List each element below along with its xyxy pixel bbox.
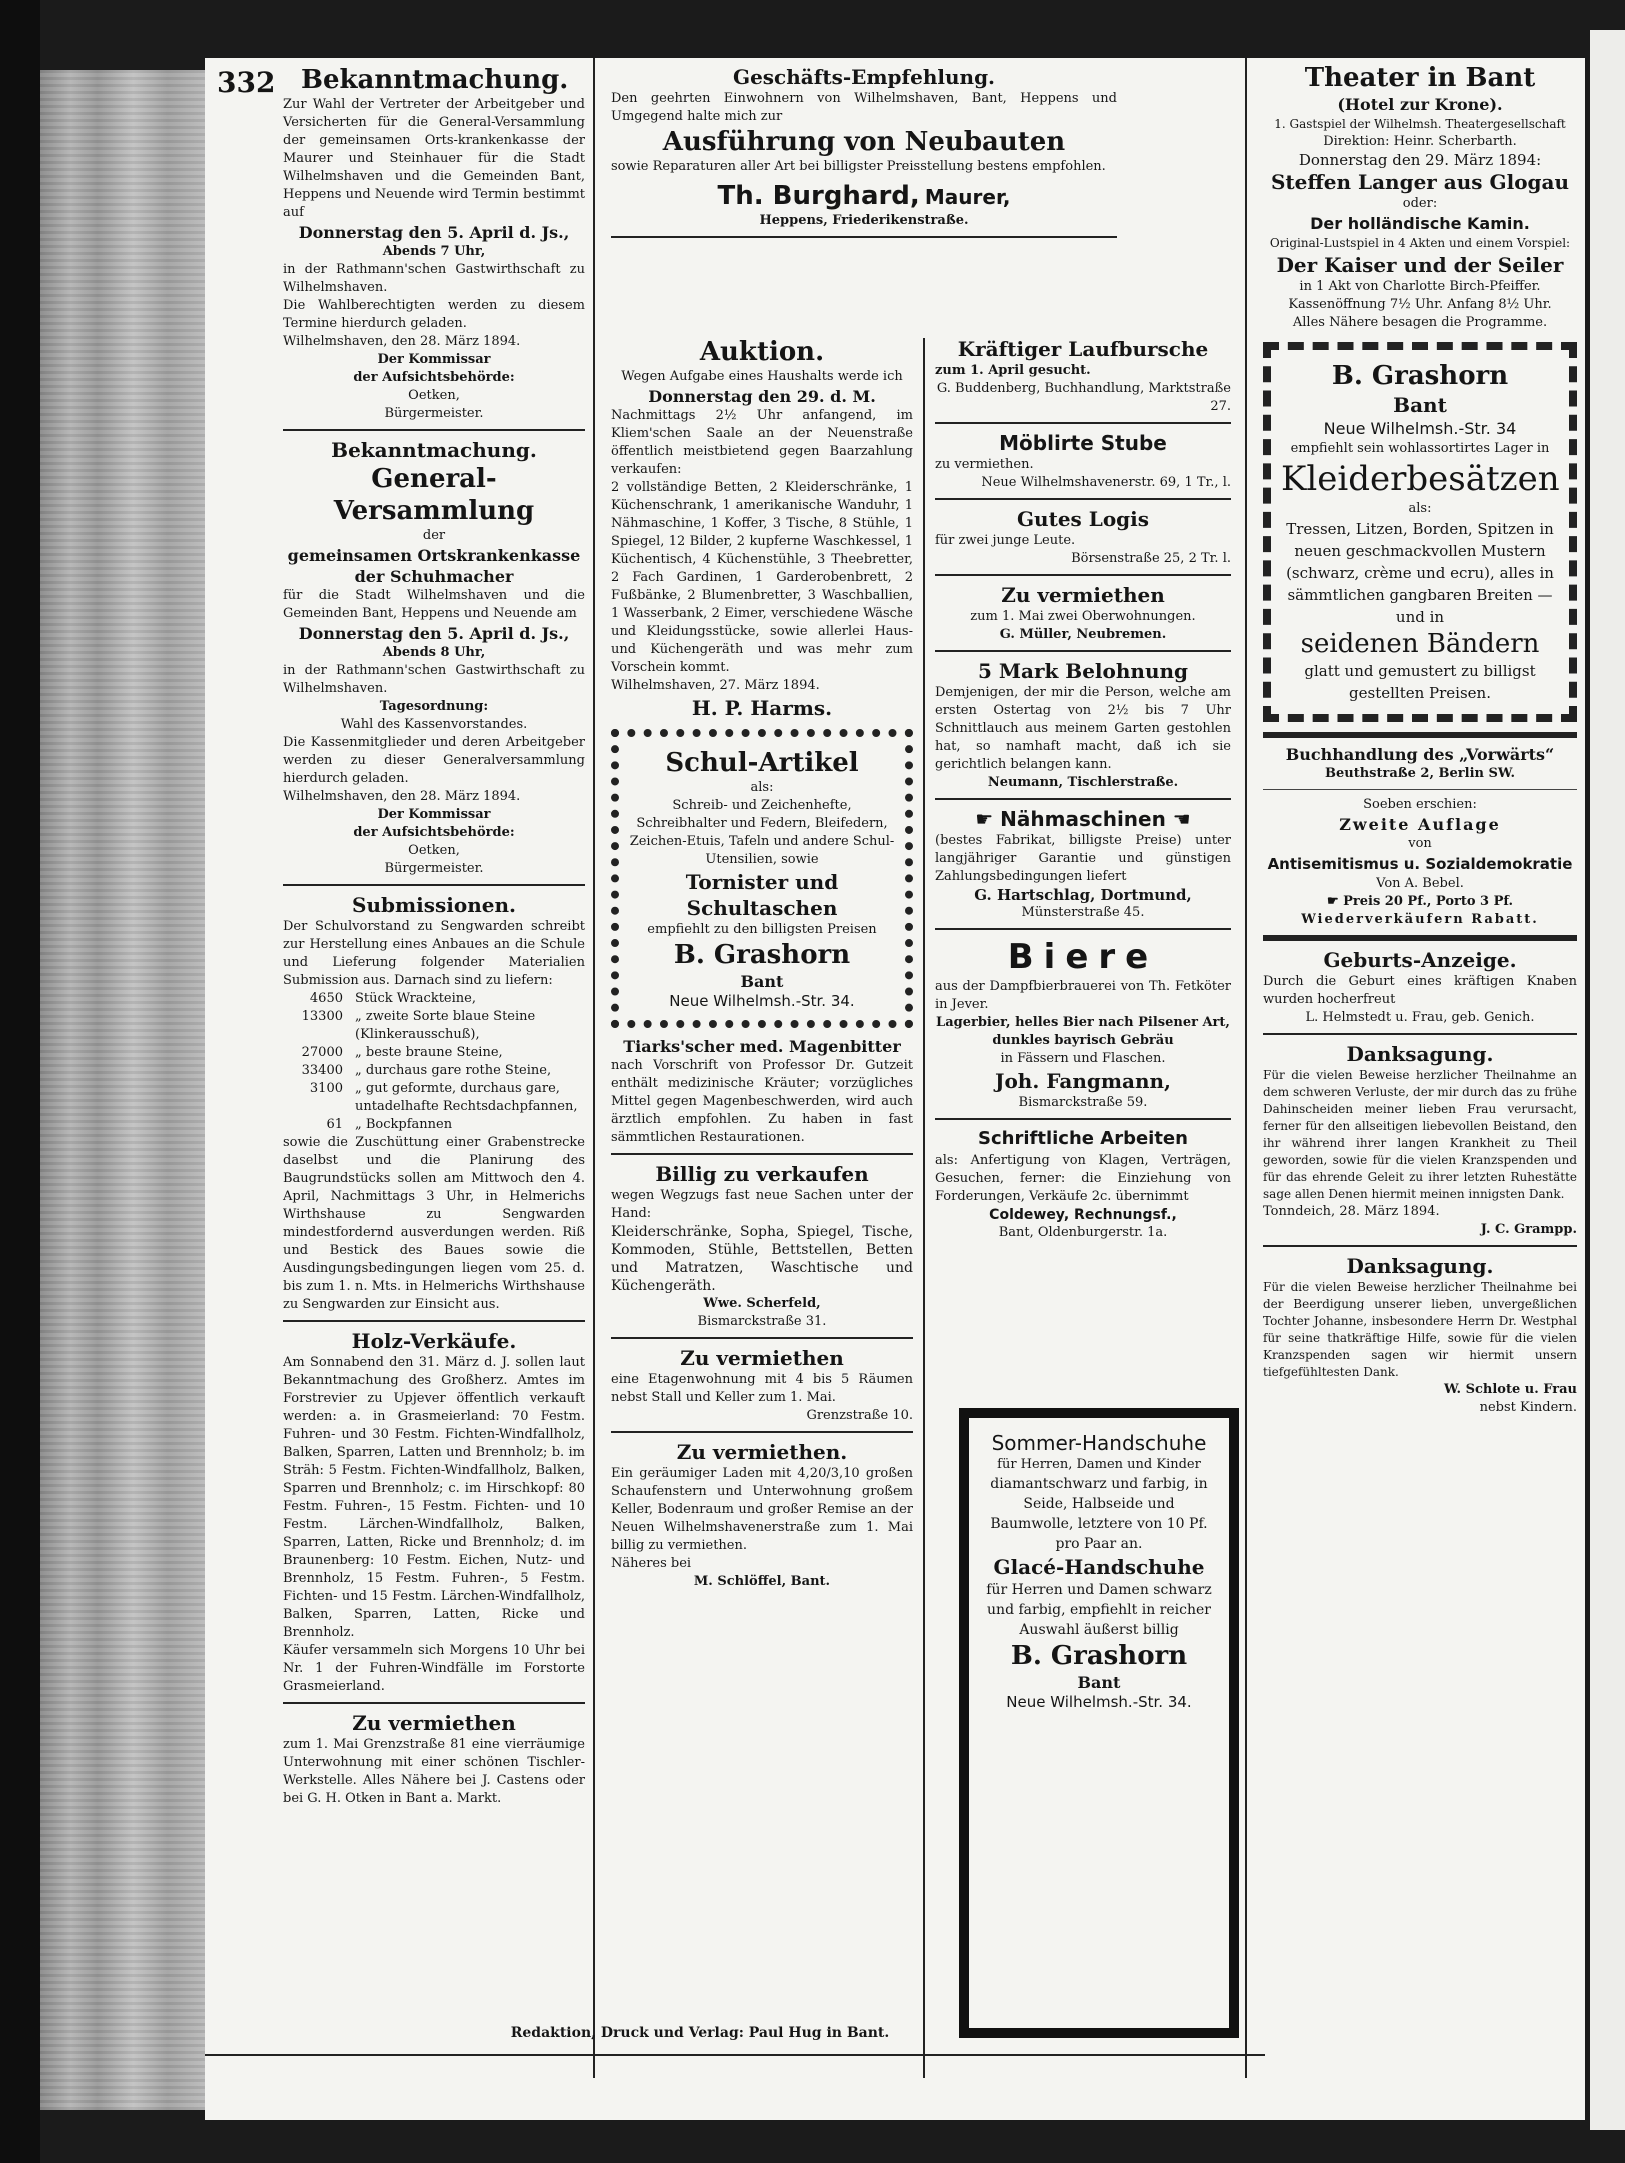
- sub-item-qty: 33400: [301, 1063, 343, 1078]
- kl-name: B. Grashorn: [1331, 361, 1509, 391]
- verm-title: Zu vermiethen: [352, 1711, 516, 1735]
- wahl-note: Die Wahlberechtigten werden zu diesem Termine hierdurch geladen.: [283, 298, 585, 331]
- dank-1-dateline: Tonndeich, 28. März 1894.: [1263, 1204, 1440, 1219]
- gv-big: General-Versammlung: [333, 464, 535, 526]
- dank-1-text: Für die vielen Beweise herzlicher Theilnahme an dem schweren Verluste, der mir durch das zu frühe Dahinscheiden meiner lieben Frau verursacht, ferner für den allseitigen liebevollen Beistand, den ihr während ihrer langen Krankheit zu Theil geworden, sowie für die vielen Kranzspenden und für das ehrende Geleit zu ihrer letzten Ruhestätte sage allen Denen hiermit meinen innigsten Dank.: [1263, 1068, 1577, 1201]
- schul-big: Tornister und Schultaschen: [685, 870, 839, 920]
- ge-title: Geschäfts-Empfehlung.: [732, 65, 996, 89]
- ge-text-2: sowie Reparaturen aller Art bei billigster Preisstellung bestens empfohlen.: [611, 159, 1106, 174]
- schul-text: Schreib- und Zeichenhefte, Schreibhalter und Federn, Bleifedern, Zeichen-Etuis, Tafeln und andere Schul-Utensilien, sowie: [629, 798, 895, 867]
- ge-trade: Maurer,: [924, 185, 1011, 209]
- wahl-sig-2: der Aufsichtsbehörde:: [353, 370, 515, 385]
- hand-pointer-icon: ☛: [1326, 894, 1344, 909]
- gv-sig-4: Bürgermeister.: [384, 861, 484, 876]
- divider: [1263, 1033, 1577, 1035]
- sommer-text: für Herren, Damen und Kinder: [997, 1457, 1201, 1472]
- wahl-sig-3: Oetken,: [408, 388, 460, 403]
- imprint-footer: Redaktion, Druck und Verlag: Paul Hug in Bant.: [510, 2025, 890, 2041]
- th-date: Donnerstag den 29. März 1894:: [1298, 151, 1542, 169]
- ge-name: Th. Burghard,: [717, 181, 920, 211]
- column-1: [205, 58, 595, 2098]
- dank-2-sig: W. Schlote u. Frau: [1443, 1382, 1577, 1397]
- moeb-addr: Neue Wilhelmshavenerstr. 69, 1 Tr., l.: [981, 475, 1231, 490]
- newspaper-page: [205, 58, 1585, 2120]
- billig-text: wegen Wegzugs fast neue Sachen unter der Hand:: [611, 1188, 913, 1221]
- gv-date: Donnerstag den 5. April d. Js.,: [298, 624, 570, 643]
- dank-2-sig-2: nebst Kindern.: [1479, 1400, 1577, 1415]
- zv3-sig: G. Müller, Neubremen.: [999, 627, 1167, 642]
- ge-signature: [611, 180, 1117, 212]
- zv2-naeh: Näheres bei: [611, 1556, 692, 1571]
- zv1-title: Zu vermiethen: [680, 1346, 844, 1370]
- sub-item-desc: „ beste braune Steine,: [355, 1045, 503, 1060]
- bel-title: 5 Mark Belohnung: [977, 659, 1189, 683]
- kl-als: als:: [1408, 501, 1432, 516]
- schrift-sig: Coldewey, Rechnungsf.,: [989, 1207, 1177, 1223]
- page-number: 332: [217, 66, 276, 99]
- handschuhe-ad: [959, 1408, 1239, 2038]
- geb-sig: L. Helmstedt u. Frau, geb. Genich.: [1305, 1010, 1535, 1025]
- sub-item-desc: „ Bockpfannen: [355, 1117, 453, 1132]
- divider: [1263, 935, 1577, 941]
- sub-item: [283, 1008, 585, 1044]
- sub-title: Submissionen.: [352, 893, 516, 917]
- sub-item: [283, 990, 585, 1008]
- schrift-addr: Bant, Oldenburgerstr. 1a.: [998, 1225, 1168, 1240]
- sub-item-qty: 61: [326, 1117, 343, 1132]
- zv1-text: eine Etagenwohnung mit 4 bis 5 Räumen nebst Stall und Keller zum 1. Mai.: [611, 1372, 913, 1405]
- dank-1-sig: J. C. Grampp.: [1480, 1222, 1577, 1237]
- next-page-strip: [1590, 30, 1625, 2130]
- th-line-4: in 1 Akt von Charlotte Birch-Pfeiffer.: [1299, 279, 1541, 294]
- schul-title: Schul-Artikel: [665, 748, 859, 778]
- billig-addr: Bismarckstraße 31.: [697, 1314, 827, 1329]
- billig-items: Kleiderschränke, Sopha, Spiegel, Tische, Kommoden, Stühle, Bettstellen, Betten und Matratzen, Waschtische und Küchengeräth.: [611, 1224, 913, 1294]
- bh-text: Soeben erschien:: [1363, 797, 1477, 812]
- th-title: Theater in Bant: [1304, 63, 1536, 93]
- kl-text-2: Tressen, Litzen, Borden, Spitzen in neuen geschmackvollen Mustern (schwarz, crème und ecru), alles in sämmtlichen gangbaren Breiten — und in: [1286, 520, 1554, 626]
- divider: [935, 798, 1231, 800]
- bh-title: Buchhandlung des „Vorwärts“: [1285, 745, 1555, 764]
- sub-item: [283, 1044, 585, 1062]
- bh-von: von: [1408, 836, 1432, 851]
- sub-text-2: sowie die Zuschüttung einer Grabenstrecke daselbst und die Planirung des Baugrundstücks sollen am Mittwoch den 4. April, Nachmittags 3 Uhr, in Helmerichs Wirthshause zu Sengwarden mindestfordernd ausverdungen werden. Riß und Bestick des Baues sowie die Ausdingungsbedingungen liegen vom 25. d. bis zum 1. n. Mts. in Helmerichs Wirthshause zu Sengwarden zur Einsicht aus.: [283, 1135, 585, 1312]
- divider: [1263, 1245, 1577, 1247]
- footer-rule: [205, 2054, 1265, 2056]
- schul-bant: Bant: [740, 972, 784, 991]
- wahl-text: Zur Wahl der Vertreter der Arbeitgeber und Versicherten für die General-Versammlung der gemeinsamen Orts-krankenkasse der Maurer und Steinhauer für die Stadt Wilhelmshaven und die Gemeinden Bant, Heppens und Neuende wird Termin bestimmt auf: [283, 97, 585, 220]
- naeh-title-row: [935, 806, 1231, 832]
- bh-price-row: [1263, 893, 1577, 911]
- zv2-sig: M. Schlöffel, Bant.: [693, 1574, 831, 1589]
- zv3-text: zum 1. Mai zwei Oberwohnungen.: [970, 609, 1196, 624]
- sub-item-desc: „ durchaus gare rothe Steine,: [355, 1063, 552, 1078]
- gv-place: in der Rathmann'schen Gastwirthschaft zu Wilhelmshaven.: [283, 663, 585, 696]
- divider: [935, 422, 1231, 424]
- book-spine: [0, 0, 40, 2163]
- biere-title: Biere: [1007, 937, 1159, 977]
- zv2-title: Zu vermiethen.: [676, 1440, 848, 1464]
- auk-text-2: Nachmittags 2½ Uhr anfangend, im Kliem'schen Saale an der Neuenstraße öffentlich meistbietend gegen Baarzahlung verkaufen:: [611, 408, 913, 477]
- zv1-addr: Grenzstraße 10.: [806, 1408, 913, 1423]
- bh-book: Antisemitismus u. Sozialdemokratie: [1267, 855, 1573, 873]
- naeh-addr: Münsterstraße 45.: [1021, 905, 1145, 920]
- ge-addr: Heppens, Friederikenstraße.: [759, 213, 969, 228]
- moeb-title: Möblirte Stube: [999, 431, 1167, 455]
- gv-time: Abends 8 Uhr,: [382, 645, 486, 660]
- billig-sig: Wwe. Scherfeld,: [703, 1296, 821, 1311]
- divider: [1263, 732, 1577, 738]
- billig-title: Billig zu verkaufen: [655, 1162, 869, 1186]
- divider: [935, 574, 1231, 576]
- schul-text-2: empfiehlt zu den billigsten Preisen: [647, 922, 877, 937]
- kleider-ad: [1263, 342, 1577, 722]
- th-line-3: Original-Lustspiel in 4 Akten und einem Vorspiel:: [1269, 236, 1571, 250]
- gv-der: der: [422, 528, 446, 543]
- geb-title: Geburts-Anzeige.: [1323, 948, 1517, 972]
- divider: [283, 1320, 585, 1322]
- lauf-sig: G. Buddenberg, Buchhandlung, Marktstraße 27.: [936, 381, 1231, 414]
- zv3-title: Zu vermiethen: [1001, 583, 1165, 607]
- kl-big-2: seidenen Bändern: [1300, 629, 1540, 659]
- sub-item-desc: „ gut geformte, durchaus gare, untadelhafte Rechtsdachpfannen,: [355, 1081, 578, 1114]
- wahl-date: Donnerstag den 5. April d. Js.,: [298, 223, 570, 242]
- glace-title: Glacé-Handschuhe: [993, 1555, 1205, 1579]
- sub-item: [283, 1062, 585, 1080]
- divider: [283, 884, 585, 886]
- wahl-place: in der Rathmann'schen Gastwirthschaft zu Wilhelmshaven.: [283, 262, 585, 295]
- naeh-sig: G. Hartschlag, Dortmund,: [974, 886, 1192, 904]
- wahl-dateline: Wilhelmshaven, den 28. März 1894.: [283, 334, 521, 349]
- auk-items: 2 vollständige Betten, 2 Kleiderschränke, 1 Küchenschrank, 1 amerikanische Wanduhr, 1 Nähmaschine, 1 Koffer, 3 Tische, 8 Stühle, 1 Spiegel, 12 Bilder, 2 kupferne Waschkessel, 1 Küchentisch, 4 Küchenstühle, 3 Theebretter, 2 Fach Gardinen, 1 Garderobenbrett, 2 Fußbänke, 2 Blumenbretter, 3 Waschballien, 1 Wasserbank, 2 Eimer, verschiedene Wäsche und Kleidungsstücke, sowie allerlei Haus- und Küchengeräth und was mehr zum Vorschein kommt.: [611, 480, 913, 675]
- gv-agenda-title: Tagesordnung:: [379, 699, 489, 714]
- schrift-title: Schriftliche Arbeiten: [978, 1128, 1188, 1149]
- sub-item-qty: 3100: [309, 1081, 343, 1096]
- gv-dateline: Wilhelmshaven, den 28. März 1894.: [283, 789, 521, 804]
- column-2a: [601, 336, 923, 2120]
- glace-text: für Herren und Damen schwarz und farbig, empfiehlt in reicher Auswahl äußerst billig: [986, 1582, 1212, 1638]
- th-line-1: 1. Gastspiel der Wilhelmsh. Theatergesellschaft: [1274, 117, 1566, 131]
- sommer-text-2: diamantschwarz und farbig, in Seide, Halbseide und Baumwolle, letztere von 10 Pf. pro Paar an.: [990, 1476, 1208, 1552]
- bh-addr: Beuthstraße 2, Berlin SW.: [1325, 766, 1515, 781]
- glace-bant: Bant: [1077, 1673, 1121, 1692]
- column-rule: [923, 338, 925, 2078]
- bel-text: Demjenigen, der mir die Person, welche am ersten Ostertag von 2½ bis 7 Uhr Schnittlauch aus meinem Garten gestohlen hat, so namhaft macht, daß ich sie gerichtlich belangen kann.: [935, 685, 1231, 772]
- gv-sub-2: der Schuhmacher: [354, 567, 514, 586]
- lauf-text: zum 1. April gesucht.: [935, 363, 1091, 378]
- zv2-text: Ein geräumiger Laden mit 4,20/3,10 großen Schaufenstern und Unterwohnung großem Keller, Bodenraum und großer Remise an der Neuen Wilhelmshavenerstraße zum 1. Mai billig zu vermiethen.: [611, 1466, 913, 1553]
- glace-name: B. Grashorn: [1010, 1641, 1188, 1671]
- holz-note: Käufer versammeln sich Morgens 10 Uhr bei Nr. 1 der Fuhren-Windfälle im Forstorte Grasmeierland.: [283, 1643, 585, 1694]
- wahl-sig-4: Bürgermeister.: [384, 406, 484, 421]
- th-oder: oder:: [1402, 196, 1438, 211]
- th-line-6: Alles Nähere besagen die Programme.: [1292, 315, 1548, 330]
- kl-text: empfiehlt sein wohlassortirtes Lager in: [1290, 441, 1550, 456]
- gv-sig-2: der Aufsichtsbehörde:: [353, 825, 515, 840]
- schul-als: als:: [750, 780, 774, 795]
- gv-sub-1: gemeinsamen Ortskrankenkasse: [287, 546, 581, 565]
- schrift-text: als: Anfertigung von Klagen, Verträgen, Gesuchen, ferner: die Einziehung von Forderungen, Verkäufe 2c. übernimmt: [935, 1153, 1231, 1204]
- divider: [1263, 789, 1577, 790]
- bh-price: Preis 20 Pf., Porto 3 Pf.: [1343, 894, 1514, 909]
- sub-item-desc: „ zweite Sorte blaue Steine (Klinkerausschuß),: [355, 1009, 536, 1042]
- naeh-title: Nähmaschinen: [1000, 807, 1166, 831]
- schul-addr: Neue Wilhelmsh.-Str. 34.: [669, 992, 855, 1010]
- tiarks-title: Tiarks'scher med. Magenbitter: [623, 1037, 901, 1056]
- column-3: [1255, 58, 1585, 2098]
- geb-text: Durch die Geburt eines kräftigen Knaben wurden hocherfreut: [1263, 974, 1577, 1007]
- divider: [935, 650, 1231, 652]
- th-play-1b: Der holländische Kamin.: [1310, 214, 1530, 233]
- biere-addr: Bismarckstraße 59.: [1018, 1095, 1148, 1110]
- th-play-1: Steffen Langer aus Glogau: [1270, 170, 1570, 194]
- biere-text: aus der Dampfbierbrauerei von Th. Fetköter in Jever.: [935, 979, 1231, 1012]
- biere-text-3: in Fässern und Flaschen.: [1000, 1051, 1166, 1066]
- gv-note: Die Kassenmitglieder und deren Arbeitgeber werden zu dieser Generalversammlung hierdurch geladen.: [283, 735, 585, 786]
- bh-author: Von A. Bebel.: [1376, 876, 1464, 891]
- hand-pointer-icon: ☛: [975, 807, 1001, 831]
- gv-sig-3: Oetken,: [408, 843, 460, 858]
- dank-2-title: Danksagung.: [1346, 1254, 1494, 1278]
- holz-title: Holz-Verkäufe.: [351, 1329, 517, 1353]
- page-stack-edge: [40, 70, 210, 2110]
- sub-item: [283, 1116, 585, 1134]
- th-line-2: Direktion: Heinr. Scherbarth.: [1323, 134, 1517, 149]
- divider: [611, 1431, 913, 1433]
- bh-ed: Zweite Auflage: [1339, 815, 1501, 834]
- logis-text: für zwei junge Leute.: [935, 533, 1076, 548]
- auk-dateline: Wilhelmshaven, 27. März 1894.: [611, 678, 820, 693]
- sub-item-qty: 13300: [301, 1009, 343, 1024]
- logis-addr: Börsenstraße 25, 2 Tr. l.: [1071, 551, 1231, 566]
- logis-title: Gutes Logis: [1016, 507, 1150, 531]
- th-play-2: Der Kaiser und der Seiler: [1276, 253, 1564, 277]
- gv-text: für die Stadt Wilhelmshaven und die Gemeinden Bant, Heppens und Neuende am: [283, 588, 585, 621]
- gv-sig-1: Der Kommissar: [377, 807, 491, 822]
- bel-sig: Neumann, Tischlerstraße.: [987, 775, 1179, 790]
- tiarks-text: nach Vorschrift von Professor Dr. Gutzeit enthält medizinische Kräuter; vorzügliches Mittel gegen Magenbeschwerden, wird auch ärztlich empfohlen. Zu haben in fast sämmtlichen Restaurationen.: [611, 1058, 913, 1145]
- sub-item-qty: 27000: [301, 1045, 343, 1060]
- kl-addr: Neue Wilhelmsh.-Str. 34: [1323, 419, 1517, 438]
- sommer-title: Sommer-Handschuhe: [991, 1431, 1207, 1455]
- kl-bant: Bant: [1393, 393, 1447, 417]
- bh-rabatt: Wiederverkäufern Rabatt.: [1301, 912, 1539, 927]
- ge-text: Den geehrten Einwohnern von Wilhelmshaven, Bant, Heppens und Umgegend halte mich zur: [611, 91, 1117, 124]
- column-rule: [1245, 58, 1247, 2078]
- dank-1-title: Danksagung.: [1346, 1042, 1494, 1066]
- divider: [283, 429, 585, 431]
- kl-text-3: glatt und gemustert zu billigst gestellten Preisen.: [1304, 662, 1536, 702]
- kl-big: Kleiderbesätzen: [1281, 459, 1560, 499]
- hand-pointer-icon: ☚: [1165, 807, 1191, 831]
- wahl-sig-1: Der Kommissar: [377, 352, 491, 367]
- sub-items: [283, 990, 585, 1134]
- gv-title: Bekanntmachung.: [331, 438, 537, 462]
- wahl-time: Abends 7 Uhr,: [382, 244, 486, 259]
- lauf-title: Kräftiger Laufbursche: [957, 337, 1209, 361]
- verm-text: zum 1. Mai Grenzstraße 81 eine vierräumige Unterwohnung mit einer schönen Tischler-Werkstelle. Alles Nähere bei J. Castens oder bei G. H. Otken in Bant a. Markt.: [283, 1737, 585, 1806]
- divider: [283, 1702, 585, 1704]
- divider: [611, 1153, 913, 1155]
- divider: [935, 1118, 1231, 1120]
- divider: [611, 1337, 913, 1339]
- moeb-text: zu vermiethen.: [935, 457, 1034, 472]
- schul-name: B. Grashorn: [673, 940, 851, 970]
- auk-sig: H. P. Harms.: [691, 696, 833, 720]
- auk-title: Auktion.: [699, 337, 825, 367]
- sub-text: Der Schulvorstand zu Sengwarden schreibt zur Herstellung eines Anbaues an die Schule und Lieferung folgender Materialien Submission aus. Darnach sind zu liefern:: [283, 919, 585, 988]
- schul-ad: [611, 729, 913, 1028]
- auk-text: Wegen Aufgabe eines Haushalts werde ich: [621, 369, 903, 384]
- wahl-title: Bekanntmachung.: [301, 65, 569, 95]
- sub-item-qty: 4650: [309, 991, 343, 1006]
- th-sub: (Hotel zur Krone).: [1337, 95, 1503, 114]
- th-line-5: Kassenöffnung 7½ Uhr. Anfang 8½ Uhr.: [1288, 297, 1552, 312]
- divider: [611, 236, 1117, 238]
- divider: [935, 498, 1231, 500]
- glace-addr: Neue Wilhelmsh.-Str. 34.: [1006, 1693, 1192, 1711]
- sub-item: [283, 1080, 585, 1116]
- gv-agenda: Wahl des Kassenvorstandes.: [340, 717, 528, 732]
- dank-2-text: Für die vielen Beweise herzlicher Theilnahme bei der Beerdigung unserer lieben, unvergeßlichen Tochter Johanne, insbesondere Herrn Dr. Westphal für seine thatkräftige Hilfe, sowie für die vielen Kranzspenden sagen wir hiermit unsern tiefgefühltesten Dank.: [1263, 1280, 1577, 1379]
- auk-date: Donnerstag den 29. d. M.: [648, 387, 876, 406]
- biere-text-2: Lagerbier, helles Bier nach Pilsener Art, dunkles bayrisch Gebräu: [936, 1015, 1230, 1048]
- sub-item-desc: Stück Wrackteine,: [355, 991, 476, 1006]
- divider: [935, 928, 1231, 930]
- holz-text: Am Sonnabend den 31. März d. J. sollen laut Bekanntmachung des Großherz. Amtes im Forstrevier zu Upjever öffentlich verkauft werden: a. in Grasmeierland: 70 Festm. Fuhren- und 30 Festm. Fichten-Windfallholz, Balken, Sparren, Latten und Brennholz; b. im Sträh: 5 Festm. Fichten-Windfallholz, Balken, Sparren und Brennholz; c. im Hirschkopf: 80 Festm. Fuhren-, 15 Festm. Fichten- und 10 Festm. Lärchen-Windfallholz, Balken, Sparren, Latten, Ricke und Brennholz; d. im Braunenberg: 10 Festm. Eichen, Nutz- und Brennholz, 15 Festm. Fuhren-, 5 Festm. Fichten- und 15 Festm. Lärchen-Windfallholz, Balken, Sparren, Latten, Ricke und Brennholz.: [283, 1355, 585, 1640]
- ge-big: Ausführung von Neubauten: [662, 127, 1066, 157]
- naeh-text: (bestes Fabrikat, billigste Preise) unter langjähriger Garantie und günstigen Zahlungsbedingungen liefert: [935, 833, 1231, 884]
- biere-sig: Joh. Fangmann,: [994, 1069, 1172, 1093]
